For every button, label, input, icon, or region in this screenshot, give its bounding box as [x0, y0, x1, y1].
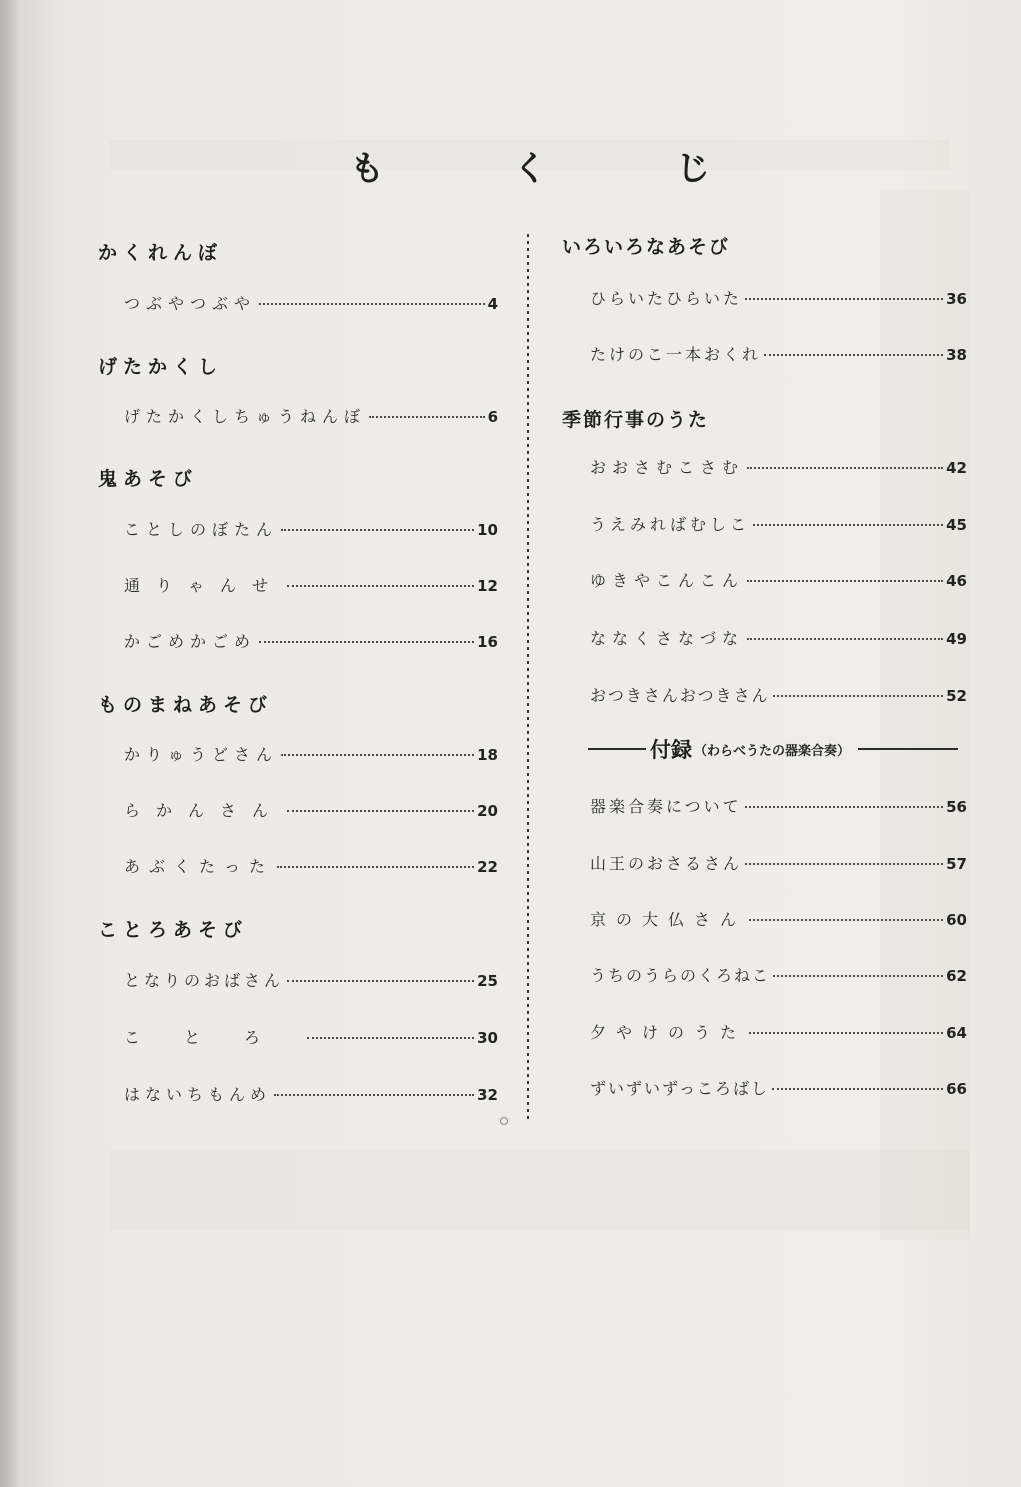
toc-entry[interactable] [590, 794, 967, 818]
entry-title: あぶくたった [124, 857, 275, 876]
page-number: 57 [946, 855, 967, 873]
page-number: 22 [477, 858, 498, 876]
page-number: 62 [946, 967, 967, 985]
dot-leader [747, 465, 943, 469]
dot-leader [369, 414, 485, 418]
dot-leader [772, 1086, 943, 1090]
toc-entry[interactable] [590, 342, 967, 366]
entry-title: 夕やけのうた [590, 1023, 747, 1042]
page-number: 36 [946, 290, 967, 308]
toc-entry[interactable] [590, 568, 967, 592]
category-heading: ものまねあそび [98, 694, 274, 716]
dot-leader [287, 583, 474, 587]
dot-leader [749, 917, 943, 921]
toc-entry[interactable] [590, 907, 967, 931]
page-number: 64 [946, 1024, 967, 1042]
page-number: 25 [477, 972, 498, 990]
dot-leader [745, 296, 943, 300]
page-number: 38 [946, 346, 967, 364]
toc-entry[interactable] [124, 968, 498, 992]
toc-entry[interactable] [590, 626, 967, 650]
page-number: 18 [477, 746, 498, 764]
category-heading: 季節行事のうた [562, 409, 710, 431]
dot-leader [749, 1030, 943, 1034]
entry-title: ずいずいずっころばし [590, 1079, 770, 1098]
title-char: も [350, 148, 384, 189]
page-number: 20 [477, 802, 498, 820]
entry-title: かりゅうどさん [124, 745, 279, 764]
toc-entry[interactable] [590, 851, 967, 875]
dot-leader [259, 639, 474, 643]
page-title [350, 140, 710, 190]
entry-title: おおさむこさむ [590, 458, 745, 477]
page-number: 12 [477, 577, 498, 595]
toc-entry[interactable] [124, 742, 498, 766]
toc-entry[interactable] [124, 1082, 498, 1106]
spine-shadow [0, 0, 18, 1487]
entry-title: うちのうらのくろねこ [590, 966, 771, 985]
appendix-subtitle: （わらべうたの器楽合奏） [694, 743, 851, 759]
toc-entry[interactable] [590, 512, 967, 536]
page-number: 60 [946, 911, 967, 929]
category-heading: げたかくし [98, 356, 224, 378]
page-number: 10 [477, 521, 498, 539]
toc-entry[interactable] [590, 286, 967, 310]
page-number: 46 [946, 572, 967, 590]
page-number: 52 [946, 687, 967, 705]
toc-entry[interactable] [590, 1020, 967, 1044]
toc-entry[interactable] [124, 404, 498, 428]
entry-title: ことしのぼたん [124, 520, 279, 539]
toc-entry[interactable] [124, 629, 498, 653]
entry-title: 京の大仏さん [590, 910, 747, 929]
entry-title: ななくさなづな [590, 629, 745, 648]
category-heading: かくれんぼ [98, 242, 224, 264]
page-number: 45 [946, 516, 967, 534]
toc-entry[interactable] [124, 798, 498, 822]
dot-leader [773, 693, 943, 697]
entry-title: らかんさん [124, 801, 285, 820]
bleed-through [110, 1150, 970, 1230]
entry-title: つぶやつぶや [124, 294, 257, 313]
toc-entry[interactable] [590, 455, 967, 479]
dot-leader [287, 978, 474, 982]
dot-leader [274, 1092, 474, 1096]
toc-entry[interactable] [124, 854, 498, 878]
category-heading: 鬼あそび [98, 468, 199, 490]
dot-leader [747, 636, 943, 640]
appendix-title: 付録 [650, 738, 692, 762]
dot-leader [753, 522, 943, 526]
column-divider [527, 232, 529, 1122]
entry-title: 器楽合奏について [590, 797, 742, 816]
dot-leader [281, 752, 474, 756]
heading-rule [588, 748, 646, 750]
toc-entry[interactable] [590, 963, 967, 987]
page-number: 32 [477, 1086, 498, 1104]
page-number: 4 [487, 295, 498, 313]
entry-title: ゆきやこんこん [590, 571, 745, 590]
title-char: じ [676, 148, 710, 189]
dot-leader [773, 973, 943, 977]
entry-title: 通りゃんせ [124, 576, 285, 595]
dot-leader [259, 301, 485, 305]
category-heading: ことろあそび [98, 919, 249, 941]
page-number: 49 [946, 630, 967, 648]
dot-leader [745, 861, 943, 865]
toc-entry[interactable] [124, 517, 498, 541]
entry-title: ことろ [124, 1028, 305, 1047]
dot-leader [745, 804, 943, 808]
toc-entry[interactable] [124, 291, 498, 315]
entry-title: かごめかごめ [124, 632, 257, 651]
dot-leader [277, 864, 474, 868]
entry-title: となりのおばさん [124, 971, 285, 990]
heading-rule [858, 748, 958, 750]
toc-entry[interactable] [590, 683, 967, 707]
page-number: 56 [946, 798, 967, 816]
dot-leader [747, 578, 943, 582]
title-char: く [513, 148, 547, 189]
dot-leader [307, 1035, 474, 1039]
page-number: 6 [487, 408, 498, 426]
category-heading: いろいろなあそび [562, 236, 731, 258]
dot-leader [281, 527, 474, 531]
page-number: 30 [477, 1029, 498, 1047]
page-number: 66 [946, 1080, 967, 1098]
entry-title: たけのこ一本おくれ [590, 345, 762, 364]
entry-title: げたかくしちゅうねんぼ [124, 407, 367, 426]
toc-entry[interactable] [124, 1025, 498, 1049]
page-number: 42 [946, 459, 967, 477]
toc-entry[interactable] [124, 573, 498, 597]
dot-leader [764, 352, 943, 356]
entry-title: うえみればむしこ [590, 515, 751, 534]
entry-title: はないちもんめ [124, 1085, 272, 1104]
toc-entry[interactable] [590, 1076, 967, 1100]
appendix-heading [588, 736, 958, 762]
entry-title: ひらいたひらいた [590, 289, 743, 308]
entry-title: 山王のおさるさん [590, 854, 743, 873]
paper-speck [500, 1117, 508, 1125]
entry-title: おつきさんおつきさん [590, 686, 770, 705]
dot-leader [287, 808, 474, 812]
page-number: 16 [477, 633, 498, 651]
